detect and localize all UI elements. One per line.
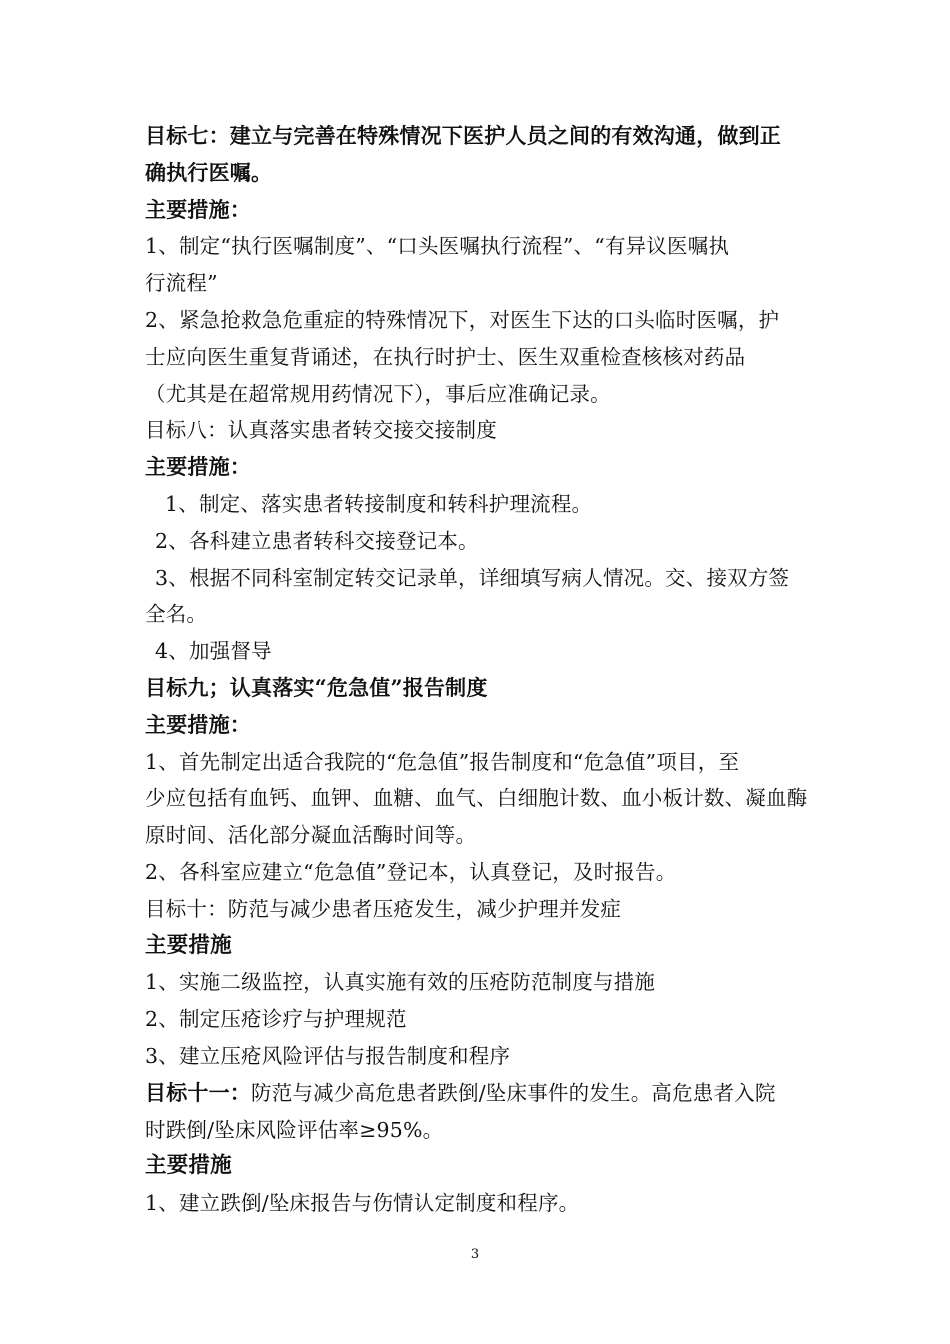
goal-9-heading: 目标九；认真落实“危急值”报告制度 xyxy=(145,674,488,700)
paragraph-line: 4、加强督导 xyxy=(155,639,272,664)
paragraph-line: 士应向医生重复背诵述，在执行时护士、医生双重检查核核对药品 xyxy=(145,344,746,369)
paragraph-line: 2、各科建立患者转科交接登记本。 xyxy=(155,528,479,553)
paragraph-line: 时跌倒/坠床风险评估率≥95%。 xyxy=(145,1117,444,1142)
document-body xyxy=(145,118,815,1222)
paragraph-line: 3、根据不同科室制定转交记录单，详细填写病人情况。交、接双方签 xyxy=(155,565,790,590)
paragraph-line: 1、首先制定出适合我院的“危急值”报告制度和“危急值”项目，至 xyxy=(145,749,740,774)
paragraph-line: 全名。 xyxy=(145,602,208,627)
paragraph-line: 1、建立跌倒/坠床报告与伤情认定制度和程序。 xyxy=(145,1191,580,1216)
measures-heading: 主要措施： xyxy=(145,711,251,737)
paragraph-line: 2、各科室应建立“危急值”登记本，认真登记，及时报告。 xyxy=(145,859,677,884)
page-number: 3 xyxy=(470,1247,480,1262)
goal-7-heading-cont: 确执行医嘱。 xyxy=(145,159,273,185)
goal-11-label: 目标十一： xyxy=(145,1079,251,1105)
measures-heading: 主要措施： xyxy=(145,196,251,222)
measures-heading: 主要措施 xyxy=(145,1153,232,1179)
paragraph-line: 3、建立压疮风险评估与报告制度和程序 xyxy=(145,1043,511,1068)
measures-heading: 主要措施： xyxy=(145,454,251,480)
goal-11-heading xyxy=(145,1075,815,1112)
paragraph-line: 少应包括有血钙、血钾、血糖、血气、白细胞计数、血小板计数、凝血酶 xyxy=(145,786,808,811)
goal-8-heading: 目标八：认真落实患者转交接交接制度 xyxy=(145,418,497,443)
goal-11-text: 防范与减少高危患者跌倒/坠床事件的发生。高危患者入院 xyxy=(251,1080,776,1105)
measures-heading: 主要措施 xyxy=(145,932,232,958)
goal-10-heading: 目标十：防范与减少患者压疮发生，减少护理并发症 xyxy=(145,896,622,921)
paragraph-line: 1、制定“执行医嘱制度”、“口头医嘱执行流程”、“有异议医嘱执 xyxy=(145,234,730,259)
paragraph-line: （尤其是在超常规用药情况下），事后应准确记录。 xyxy=(145,381,611,406)
paragraph-line: 原时间、活化部分凝血活酶时间等。 xyxy=(145,823,477,848)
paragraph-line: 2、紧急抢救急危重症的特殊情况下，对医生下达的口头临时医嘱，护 xyxy=(145,307,780,332)
paragraph-line: 2、制定压疮诊疗与护理规范 xyxy=(145,1007,407,1032)
paragraph-line: 1、制定、落实患者转接制度和转科护理流程。 xyxy=(165,491,593,516)
paragraph-line: 行流程” xyxy=(145,271,218,296)
goal-7-heading: 目标七：建立与完善在特殊情况下医护人员之间的有效沟通，做到正 xyxy=(145,123,781,148)
paragraph-line: 1、实施二级监控，认真实施有效的压疮防范制度与措施 xyxy=(145,970,656,995)
